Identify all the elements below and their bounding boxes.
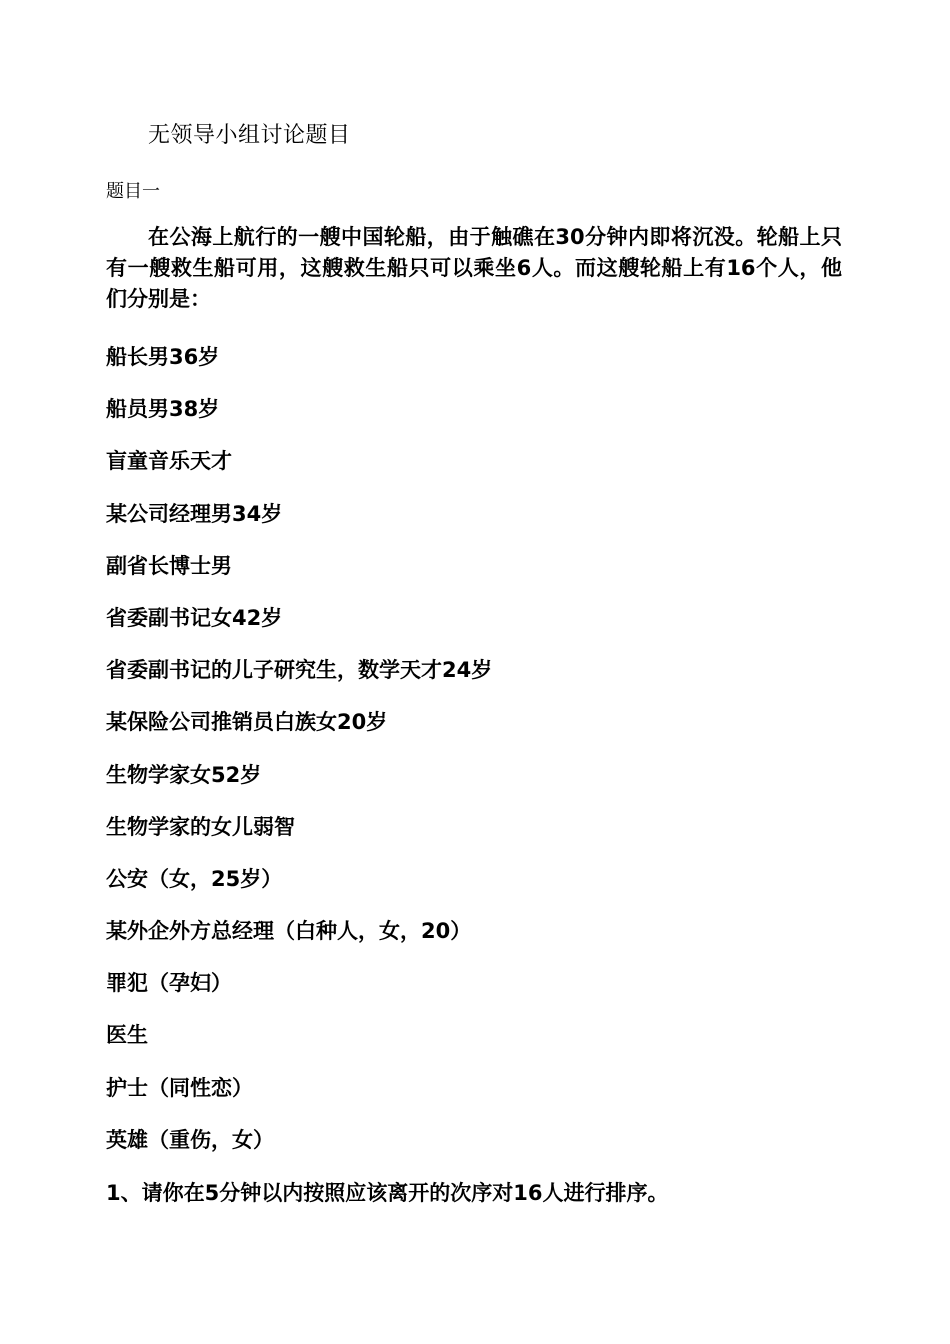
list-item: 医生 xyxy=(106,1023,148,1048)
list-item: 生物学家的女儿弱智 xyxy=(106,814,295,839)
list-item: 省委副书记的儿子研究生，数学天才24岁 xyxy=(106,658,493,683)
list-item: 护士（同性恋） xyxy=(106,1075,253,1100)
document-title: 无领导小组讨论题目 xyxy=(148,123,351,148)
section-label: 题目一 xyxy=(106,181,160,202)
list-item: 生物学家女52岁 xyxy=(106,762,262,787)
list-item: 公安（女，25岁） xyxy=(106,866,283,891)
list-item: 某公司经理男34岁 xyxy=(106,501,283,526)
list-item: 某外企外方总经理（白种人，女，20） xyxy=(106,919,472,944)
list-item: 某保险公司推销员白族女20岁 xyxy=(106,710,388,735)
list-item: 船员男38岁 xyxy=(106,397,220,422)
task-question: 1、请你在5分钟以内按照应该离开的次序对16人进行排序。 xyxy=(106,1181,669,1205)
list-item: 省委副书记女42岁 xyxy=(106,605,283,630)
list-item: 副省长博士男 xyxy=(106,553,232,578)
list-item: 船长男36岁 xyxy=(106,345,220,369)
intro-paragraph: 在公海上航行的一艘中国轮船，由于触礁在30分钟内即将沉没。轮船上只有一艘救生船可用，这艘救生船只可以乘坐6人。而这艘轮船上有16个人，他们分别是： xyxy=(106,225,842,311)
person-list xyxy=(106,342,492,1177)
list-item: 罪犯（孕妇） xyxy=(106,971,232,996)
list-item: 英雄（重伤，女） xyxy=(106,1127,274,1152)
list-item: 盲童音乐天才 xyxy=(106,449,232,474)
